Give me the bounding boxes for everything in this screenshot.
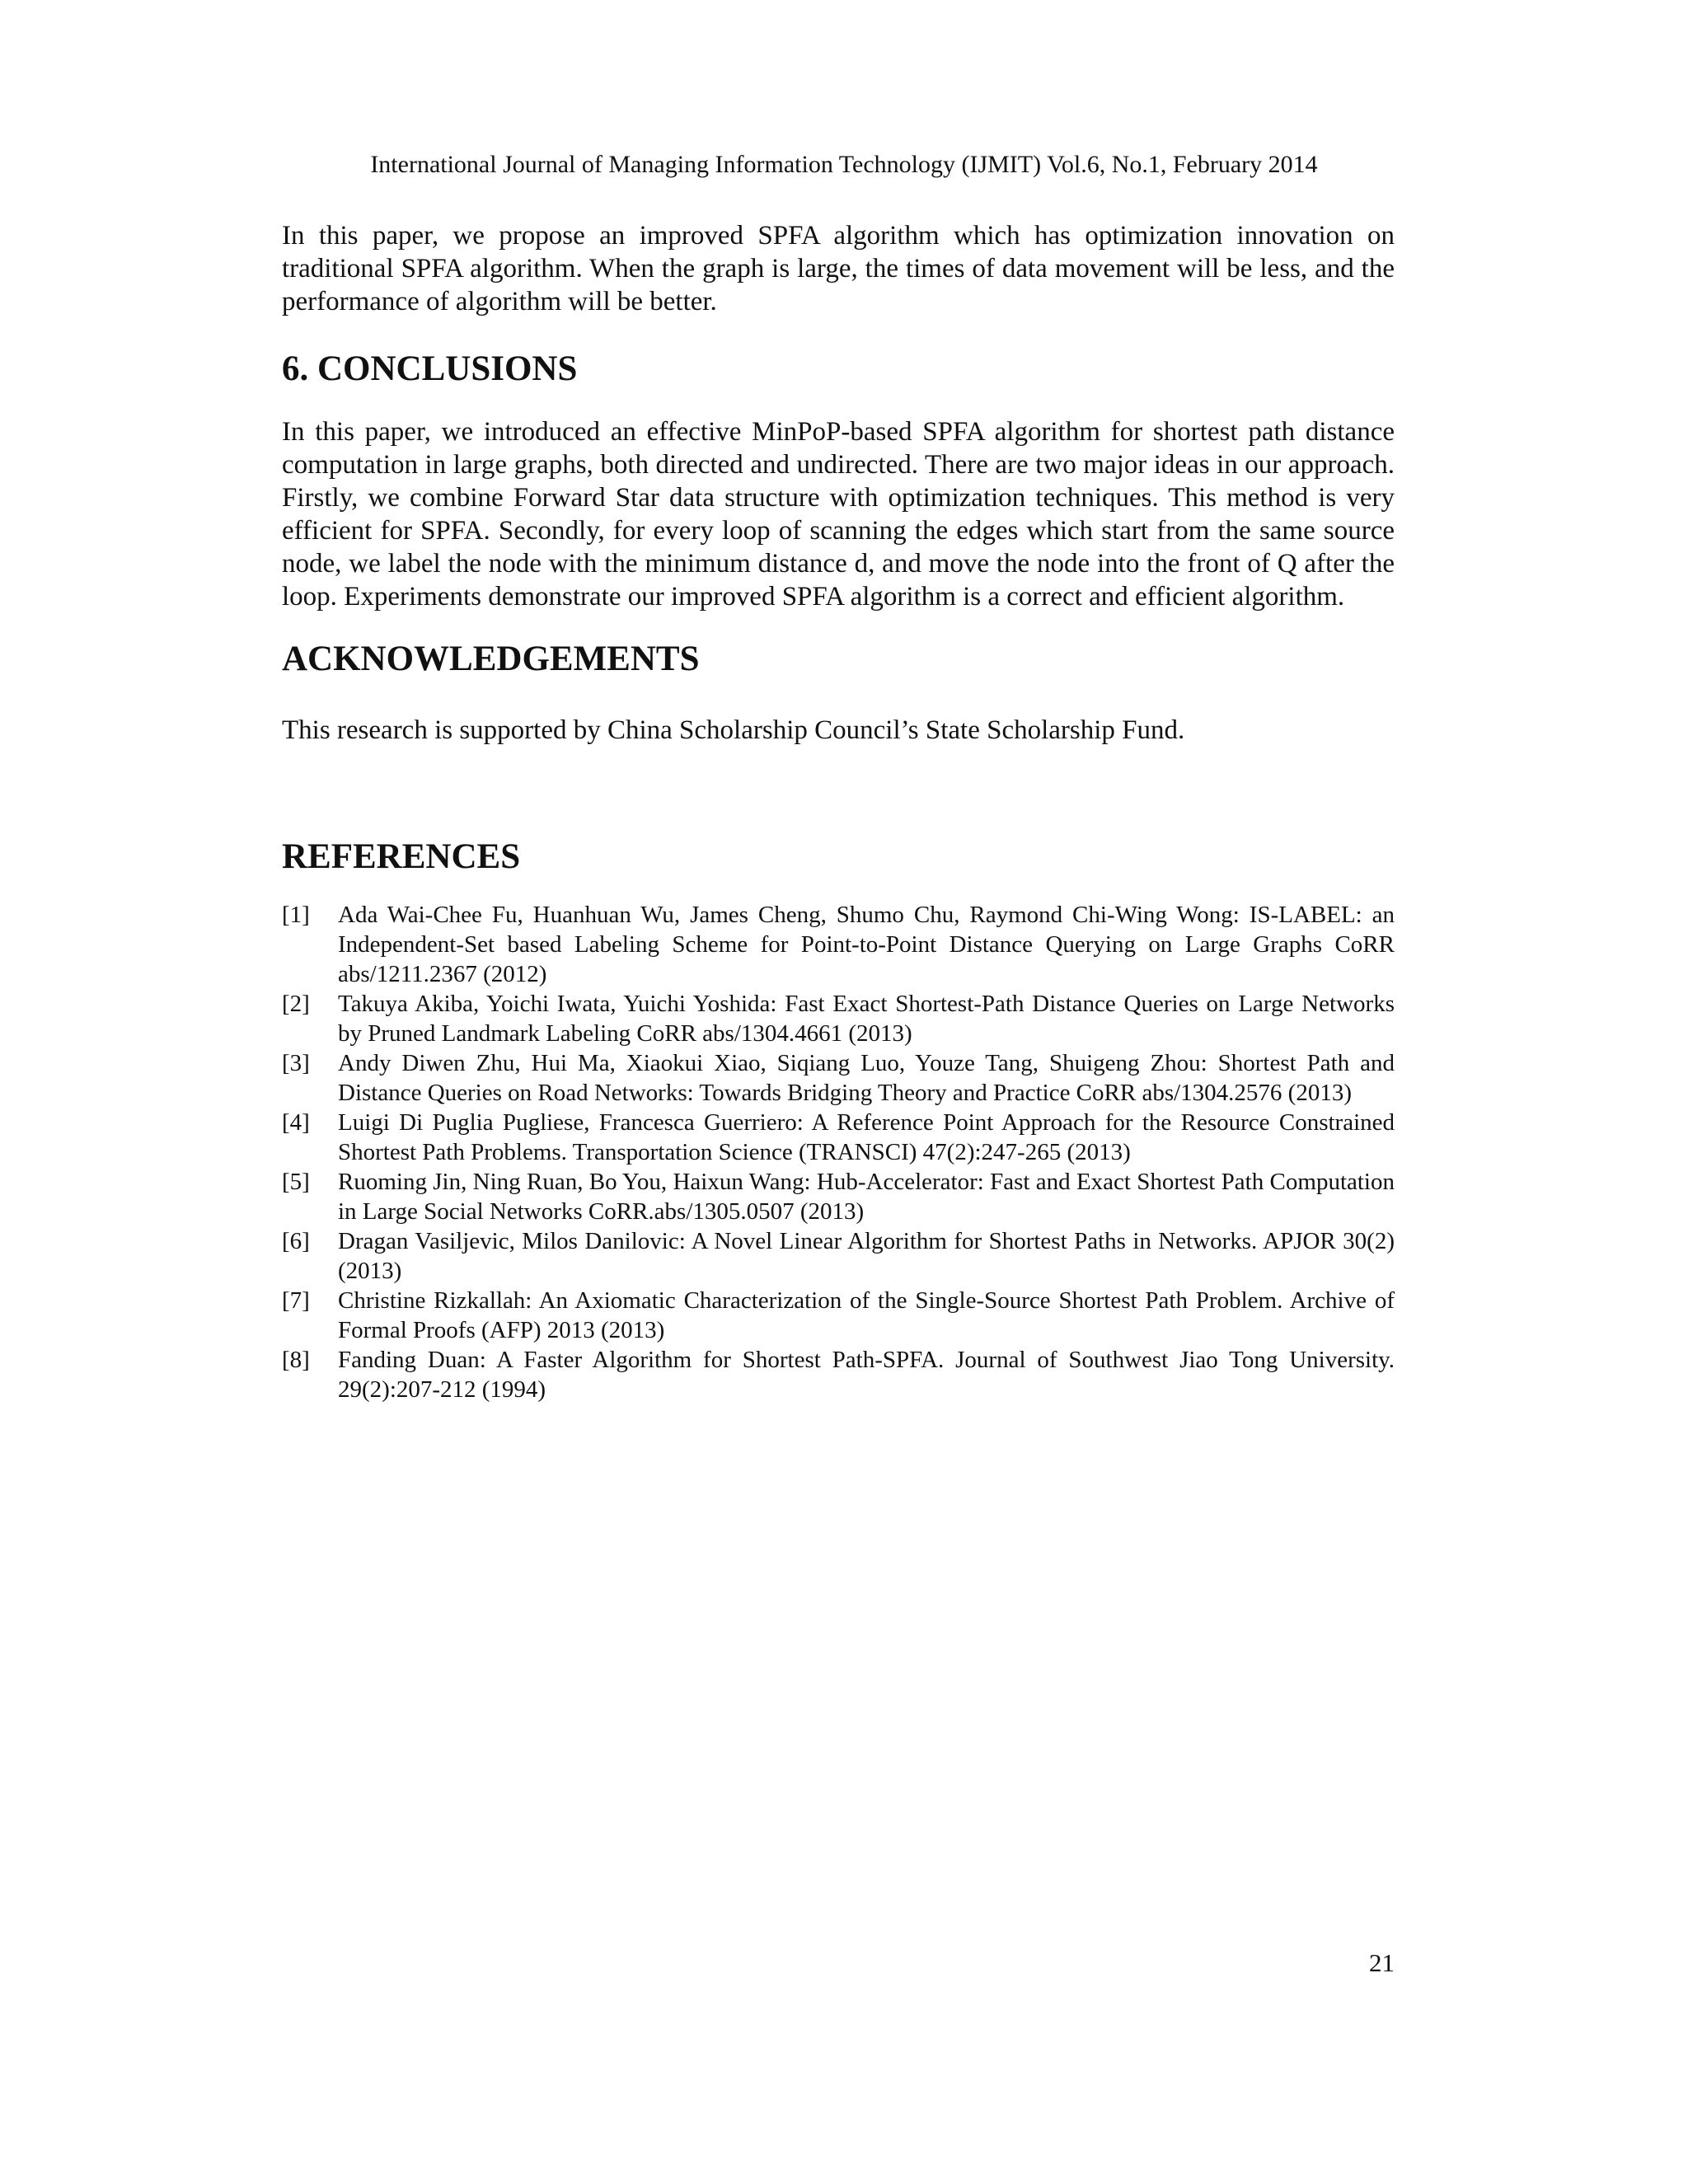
reference-number: [2] (282, 991, 310, 1017)
reference-item (282, 1345, 1395, 1404)
acknowledgements-paragraph: This research is supported by China Scholarship Council’s State Scholarship Fund. (282, 715, 1185, 745)
reference-number: [8] (282, 1347, 310, 1373)
running-head: International Journal of Managing Information Technology (IJMIT) Vol.6, No.1, February 2014 (370, 151, 1318, 178)
reference-text: Ada Wai-Chee Fu, Huanhuan Wu, James Cheng, Shumo Chu, Raymond Chi-Wing Wong: IS-LABEL: an Independent-Set based Labeling Scheme for Point-to-Point Distance Querying on Large Graphs CoRR abs/1211.2367 (2012) (338, 902, 1395, 987)
reference-item (282, 1048, 1395, 1108)
reference-item (282, 989, 1395, 1048)
acknowledgements-heading: ACKNOWLEDGEMENTS (282, 640, 700, 678)
reference-text: Andy Diwen Zhu, Hui Ma, Xiaokui Xiao, Siqiang Luo, Youze Tang, Shuigeng Zhou: Shortest Path and Distance Queries on Road Networks: Towards Bridging Theory and Practice CoRR abs/1304.2576 (2013) (338, 1050, 1395, 1106)
reference-number: [4] (282, 1109, 310, 1136)
reference-text: Dragan Vasiljevic, Milos Danilovic: A Novel Linear Algorithm for Shortest Paths in Networks. APJOR 30(2) (2013) (338, 1228, 1395, 1284)
reference-number: [1] (282, 902, 310, 928)
reference-number: [5] (282, 1169, 310, 1195)
reference-text: Fanding Duan: A Faster Algorithm for Shortest Path-SPFA. Journal of Southwest Jiao Tong University. 29(2):207-212 (1994) (338, 1347, 1395, 1403)
reference-number: [6] (282, 1228, 310, 1254)
reference-text: Takuya Akiba, Yoichi Iwata, Yuichi Yoshida: Fast Exact Shortest-Path Distance Queries on Large Networks by Pruned Landmark Labeling CoRR abs/1304.4661 (2013) (338, 991, 1395, 1047)
conclusions-paragraph: In this paper, we introduced an effective MinPoP-based SPFA algorithm for shortest path distance computation in large graphs, both directed and undirected. There are two major ideas in our approach. Firstly, we combine Forward Star data structure with optimization techniques. This method is very efficient for SPFA. Secondly, for every loop of scanning the edges which start from the same source node, we label the node with the minimum distance d, and move the node into the front of Q after the loop. Experiments demonstrate our improved SPFA algorithm is a correct and efficient algorithm. (282, 417, 1395, 612)
reference-item (282, 1286, 1395, 1345)
page-number: 21 (1369, 1948, 1395, 1977)
reference-text: Ruoming Jin, Ning Ruan, Bo You, Haixun Wang: Hub-Accelerator: Fast and Exact Shortest Path Computation in Large Social Networks CoRR.abs/1305.0507 (2013) (338, 1169, 1395, 1225)
reference-list (282, 900, 1395, 1404)
reference-item (282, 1167, 1395, 1226)
reference-item (282, 1108, 1395, 1167)
reference-item (282, 900, 1395, 989)
reference-text: Christine Rizkallah: An Axiomatic Characterization of the Single-Source Shortest Path Problem. Archive of Formal Proofs (AFP) 2013 (2013) (338, 1287, 1395, 1343)
page-content (282, 219, 1395, 1404)
reference-number: [3] (282, 1050, 310, 1076)
reference-item (282, 1226, 1395, 1286)
references-heading: REFERENCES (282, 837, 521, 876)
reference-text: Luigi Di Puglia Pugliese, Francesca Guerriero: A Reference Point Approach for the Resource Constrained Shortest Path Problems. Transportation Science (TRANSCI) 47(2):247-265 (2013) (338, 1109, 1395, 1165)
intro-paragraph: In this paper, we propose an improved SPFA algorithm which has optimization innovation on traditional SPFA algorithm. When the graph is large, the times of data movement will be less, and the performance of algorithm will be better. (282, 221, 1395, 316)
reference-number: [7] (282, 1287, 310, 1314)
conclusions-heading: 6. CONCLUSIONS (282, 349, 578, 388)
